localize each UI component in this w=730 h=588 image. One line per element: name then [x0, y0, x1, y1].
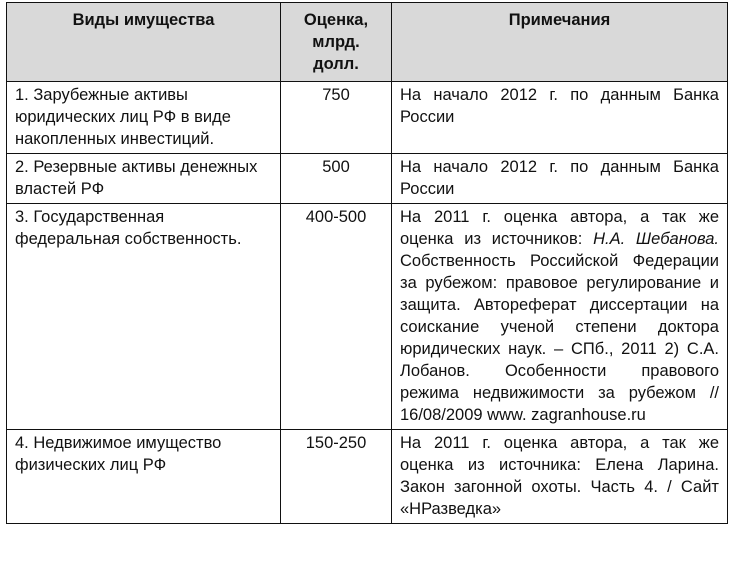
header-notes: Примечания — [392, 3, 728, 82]
note-cell: На начало 2012 г. по данным Банка России — [392, 154, 728, 204]
table-row — [7, 82, 728, 154]
note-cell: На начало 2012 г. по данным Банка России — [392, 82, 728, 154]
estimate-cell: 750 — [281, 82, 392, 154]
note-text: Собственность Российской Федерации за рубежом: правовое регулирование и защита. Автореферат диссертации на соискание ученой степени доктора юридических наук. – СПб., 2011 2) С.А. Лобанов. Особенности правового режима недвижимости за рубежом // 16/08/2009 www. zagranhouse.ru — [400, 252, 719, 424]
estimate-cell: 400-500 — [281, 204, 392, 430]
property-type-cell: 2. Резервные активы денежных властей РФ — [7, 154, 281, 204]
header-property-type: Виды имущества — [7, 3, 281, 82]
table-row — [7, 430, 728, 524]
author-name: Н.А. Шебанова. — [593, 230, 719, 248]
header-estimate: Оценка, млрд. долл. — [281, 3, 392, 82]
table-row — [7, 154, 728, 204]
property-type-cell: 1. Зарубежные активы юридических лиц РФ в виде накопленных инвестиций. — [7, 82, 281, 154]
property-table — [6, 2, 728, 524]
table-row — [7, 204, 728, 430]
table-header-row — [7, 3, 728, 82]
note-text: На 2011 г. оценка автора, а так же оценка из источников: — [400, 208, 719, 248]
note-cell: На 2011 г. оценка автора, а так же оценка из источника: Елена Ларина. Закон загонной охоты. Часть 4. / Сайт «НРазведка» — [392, 430, 728, 524]
property-type-cell: 3. Государственная федеральная собственность. — [7, 204, 281, 430]
estimate-cell: 500 — [281, 154, 392, 204]
estimate-cell: 150-250 — [281, 430, 392, 524]
note-cell — [392, 204, 728, 430]
property-type-cell: 4. Недвижимое имущество физических лиц РФ — [7, 430, 281, 524]
